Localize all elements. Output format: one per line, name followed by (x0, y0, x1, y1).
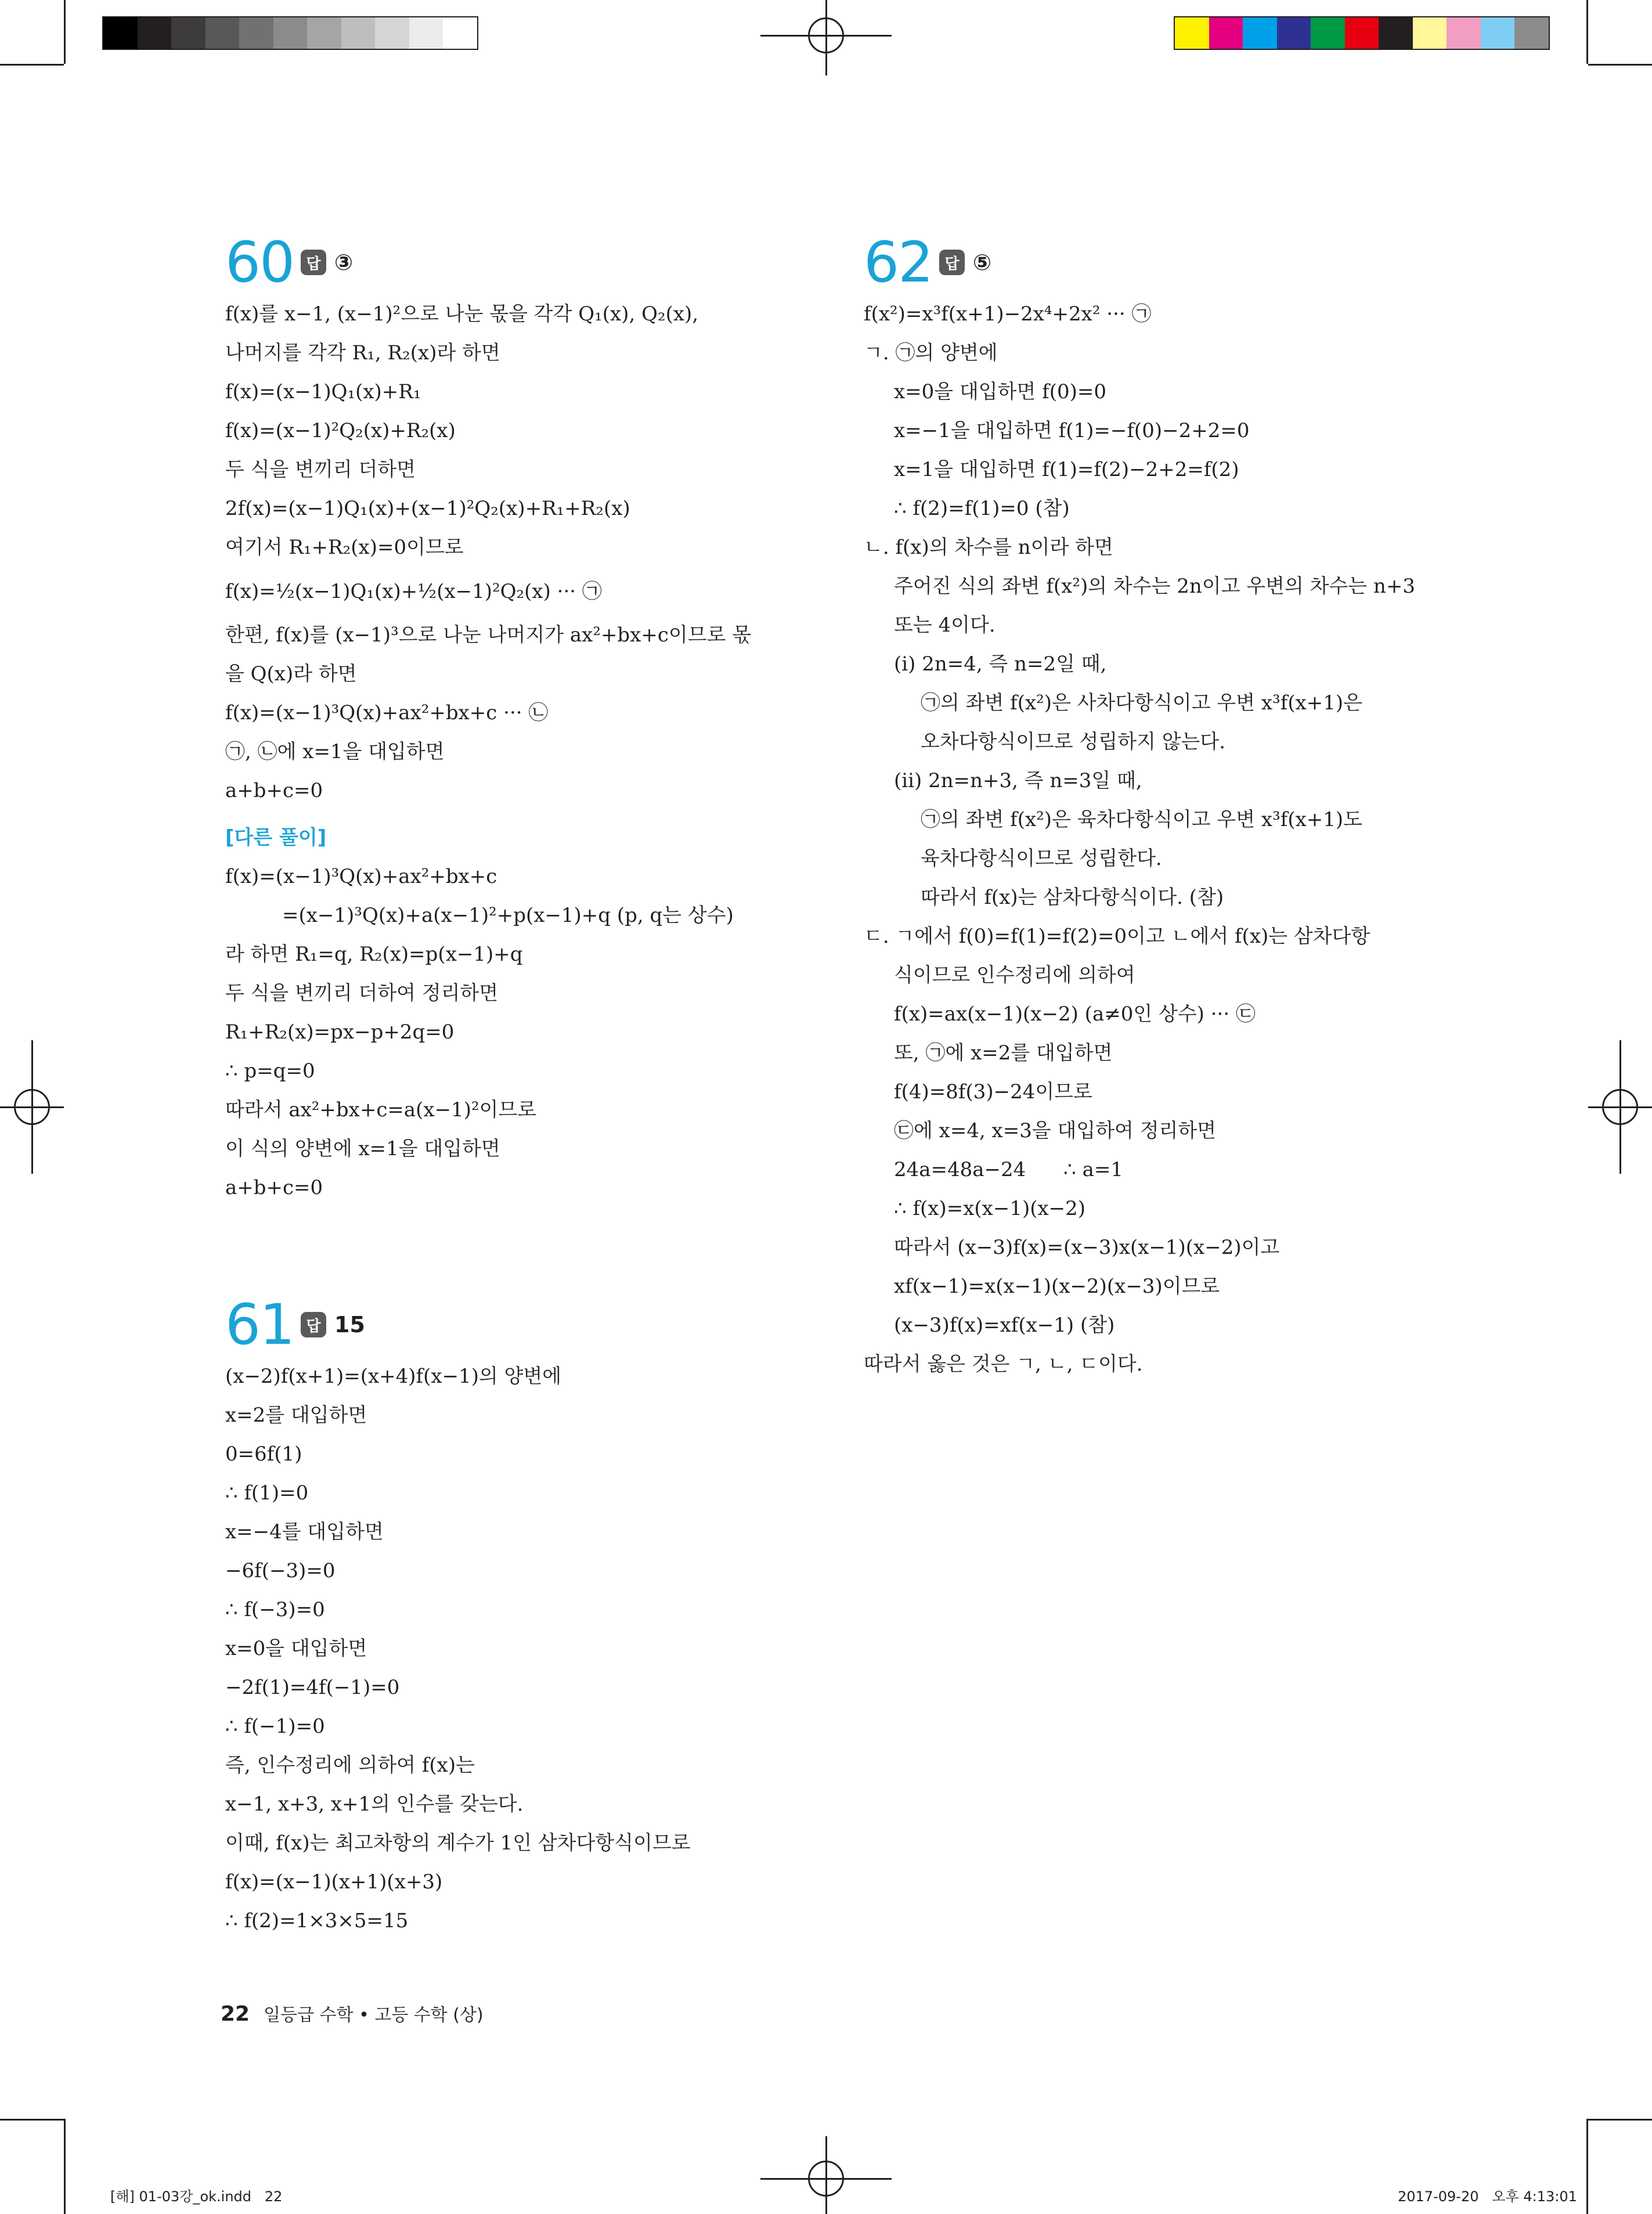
solution-line: 또, ㉠에 x=2를 대입하면 (894, 1041, 1113, 1065)
problem-62 (864, 232, 1479, 1384)
color-swatch (1413, 17, 1447, 49)
solution-line: xf(x−1)=x(x−1)(x−2)(x−3)이므로 (894, 1275, 1220, 1298)
color-swatch (443, 17, 477, 49)
solution-line: 두 식을 변끼리 더하여 정리하면 (225, 982, 499, 1005)
book-title: 일등급 수학 • 고등 수학 (상) (264, 2005, 484, 2025)
solution-line: 따라서 f(x)는 삼차다항식이다. (참) (921, 886, 1224, 909)
solution-line: x−1, x+3, x+1의 인수를 갖는다. (225, 1793, 524, 1816)
solution-line: ㄱ. ㉠의 양변에 (864, 341, 998, 365)
solution-line: ∴ f(−3)=0 (225, 1598, 325, 1621)
answer-badge: 답 (939, 250, 965, 275)
solution-line: 육차다항식이므로 성립한다. (921, 847, 1162, 870)
color-swatch (1379, 17, 1413, 49)
problem-number: 62 (864, 230, 933, 295)
right-column (864, 232, 1479, 1384)
solution-line: 이 식의 양변에 x=1을 대입하면 (225, 1137, 500, 1160)
color-swatch (1447, 17, 1481, 49)
color-swatch (103, 17, 138, 49)
color-swatch (1514, 17, 1549, 49)
color-swatch (307, 17, 341, 49)
problem-number: 61 (225, 1292, 294, 1357)
file-slug: [해] 01-03강_ok.indd 22 (110, 2188, 283, 2205)
solution-line: f(x)=(x−1)(x+1)(x+3) (225, 1870, 443, 1894)
solution-line: f(x)=ax(x−1)(x−2) (a≠0인 상수) ··· ㉢ (894, 1003, 1256, 1026)
problem-61 (225, 1294, 817, 1941)
solution-line: 따라서 옳은 것은 ㄱ, ㄴ, ㄷ이다. (864, 1353, 1143, 1376)
solution-line: f(x)=(x−1)²Q₂(x)+R₂(x) (225, 419, 456, 442)
solution-line: 오차다항식이므로 성립하지 않는다. (921, 730, 1226, 753)
solution-line: =(x−1)³Q(x)+a(x−1)²+p(x−1)+q (p, q는 상수) (282, 904, 734, 927)
color-swatch (1209, 17, 1243, 49)
problem-60 (225, 232, 817, 1207)
solution-line: a+b+c=0 (225, 779, 323, 802)
crop-mark (0, 64, 64, 66)
solution-line: x=0을 대입하면 f(0)=0 (894, 380, 1106, 403)
solution-line: 0=6f(1) (225, 1443, 302, 1466)
color-swatch (171, 17, 205, 49)
solution-line: (x−2)f(x+1)=(x+4)f(x−1)의 양변에 (225, 1365, 562, 1388)
color-swatch (409, 17, 443, 49)
solution-line: 여기서 R₁+R₂(x)=0이므로 (225, 536, 464, 559)
solution-line: ㄷ. ㄱ에서 f(0)=f(1)=f(2)=0이고 ㄴ에서 f(x)는 삼차다항 (864, 925, 1370, 948)
solution-line: 나머지를 각각 R₁, R₂(x)라 하면 (225, 341, 500, 365)
color-swatch (273, 17, 308, 49)
solution-line: 두 식을 변끼리 더하면 (225, 458, 416, 481)
solution-line: ㄴ. f(x)의 차수를 n이라 하면 (864, 536, 1113, 559)
solution-line: f(x)=(x−1)³Q(x)+ax²+bx+c (225, 865, 497, 888)
solution-line: x=−4를 대입하면 (225, 1520, 384, 1544)
solution-line: R₁+R₂(x)=px−p+2q=0 (225, 1021, 455, 1044)
solution-line: 이때, f(x)는 최고차항의 계수가 1인 삼차다항식이므로 (225, 1831, 691, 1855)
crop-mark (1588, 2119, 1652, 2121)
solution-line: f(4)=8f(3)−24이므로 (894, 1080, 1092, 1104)
answer-value: 15 (334, 1312, 365, 1337)
crop-mark (1586, 2119, 1588, 2214)
solution-line: ㉠, ㉡에 x=1을 대입하면 (225, 740, 445, 763)
solution-line: f(x)=(x−1)Q₁(x)+R₁ (225, 380, 421, 403)
color-swatch (138, 17, 172, 49)
problem-header (225, 1294, 817, 1355)
crop-mark (64, 2119, 66, 2214)
answer-badge: 답 (301, 1312, 326, 1337)
solution-line: x=2를 대입하면 (225, 1404, 367, 1427)
print-timestamp: 2017-09-20 오후 4:13:01 (1398, 2188, 1577, 2205)
solution-line: 주어진 식의 좌변 f(x²)의 차수는 2n이고 우변의 차수는 n+3 (894, 575, 1415, 598)
answer-badge: 답 (301, 250, 326, 275)
problem-number: 60 (225, 230, 294, 295)
color-swatch (1175, 17, 1209, 49)
color-swatch (341, 17, 376, 49)
solution-line: ∴ p=q=0 (225, 1059, 315, 1083)
solution-line: ∴ f(−1)=0 (225, 1715, 325, 1738)
left-column (225, 232, 817, 1941)
answer-value: ③ (334, 250, 354, 275)
solution-line: f(x)를 x−1, (x−1)²으로 나눈 몫을 각각 Q₁(x), Q₂(x), (225, 302, 699, 326)
solution-line: 따라서 ax²+bx+c=a(x−1)²이므로 (225, 1098, 537, 1122)
solution-line: ∴ f(1)=0 (225, 1481, 309, 1505)
color-swatch (1345, 17, 1379, 49)
solution-line: 따라서 (x−3)f(x)=(x−3)x(x−1)(x−2)이고 (894, 1236, 1280, 1259)
solution-line: (x−3)f(x)=xf(x−1) (참) (894, 1314, 1115, 1337)
crop-mark (1588, 64, 1652, 66)
solution-line: x=0을 대입하면 (225, 1637, 367, 1660)
solution-line: ∴ f(2)=f(1)=0 (참) (894, 497, 1070, 520)
solution-line: ∴ f(2)=1×3×5=15 (225, 1909, 409, 1932)
solution-line: a+b+c=0 (225, 1176, 323, 1199)
color-swatch (1277, 17, 1311, 49)
solution-line: 식이므로 인수정리에 의하여 (894, 964, 1135, 987)
solution-line: 을 Q(x)라 하면 (225, 662, 357, 686)
page-number: 22 (221, 2002, 250, 2026)
problem-header (225, 232, 817, 293)
crop-mark (0, 2119, 64, 2121)
solution-line: 라 하면 R₁=q, R₂(x)=p(x−1)+q (225, 943, 523, 966)
page-footer (221, 2000, 484, 2026)
solution-line: f(x)=½(x−1)Q₁(x)+½(x−1)²Q₂(x) ··· ㉠ (225, 580, 602, 603)
solution-line: 한편, f(x)를 (x−1)³으로 나눈 나머지가 ax²+bx+c이므로 몫 (225, 623, 752, 647)
solution-line: 즉, 인수정리에 의하여 f(x)는 (225, 1754, 475, 1777)
color-swatch (1311, 17, 1345, 49)
grayscale-bar (102, 16, 478, 50)
solution-line: x=1을 대입하면 f(1)=f(2)−2+2=f(2) (894, 458, 1239, 481)
solution-line: f(x²)=x³f(x+1)−2x⁴+2x² ··· ㉠ (864, 302, 1152, 326)
answer-value: ⑤ (973, 250, 992, 275)
solution-line: ㉠의 좌변 f(x²)은 사차다항식이고 우변 x³f(x+1)은 (921, 691, 1362, 715)
color-bar (1174, 16, 1550, 50)
alt-solution-title: [다른 풀이] (225, 826, 327, 849)
solution-line: f(x)=(x−1)³Q(x)+ax²+bx+c ··· ㉡ (225, 701, 549, 724)
solution-line: 24a=48a−24 ∴ a=1 (894, 1158, 1123, 1181)
solution-line: 2f(x)=(x−1)Q₁(x)+(x−1)²Q₂(x)+R₁+R₂(x) (225, 497, 630, 520)
solution-line: x=−1을 대입하면 f(1)=−f(0)−2+2=0 (894, 419, 1250, 442)
solution-line: 또는 4이다. (894, 614, 995, 637)
solution-line: (ⅱ) 2n=n+3, 즉 n=3일 때, (894, 769, 1142, 792)
crop-mark (1586, 0, 1588, 64)
crop-mark (64, 0, 66, 64)
solution-line: −2f(1)=4f(−1)=0 (225, 1676, 400, 1699)
color-swatch (375, 17, 409, 49)
color-swatch (1243, 17, 1277, 49)
color-swatch (205, 17, 240, 49)
solution-line: ㉠의 좌변 f(x²)은 육차다항식이고 우변 x³f(x+1)도 (921, 808, 1362, 831)
solution-line: −6f(−3)=0 (225, 1559, 336, 1582)
solution-line: ㉢에 x=4, x=3을 대입하여 정리하면 (894, 1119, 1217, 1142)
color-swatch (239, 17, 273, 49)
solution-line: ∴ f(x)=x(x−1)(x−2) (894, 1197, 1086, 1220)
solution-line: (ⅰ) 2n=4, 즉 n=2일 때, (894, 652, 1107, 676)
problem-header (864, 232, 1479, 293)
color-swatch (1481, 17, 1515, 49)
